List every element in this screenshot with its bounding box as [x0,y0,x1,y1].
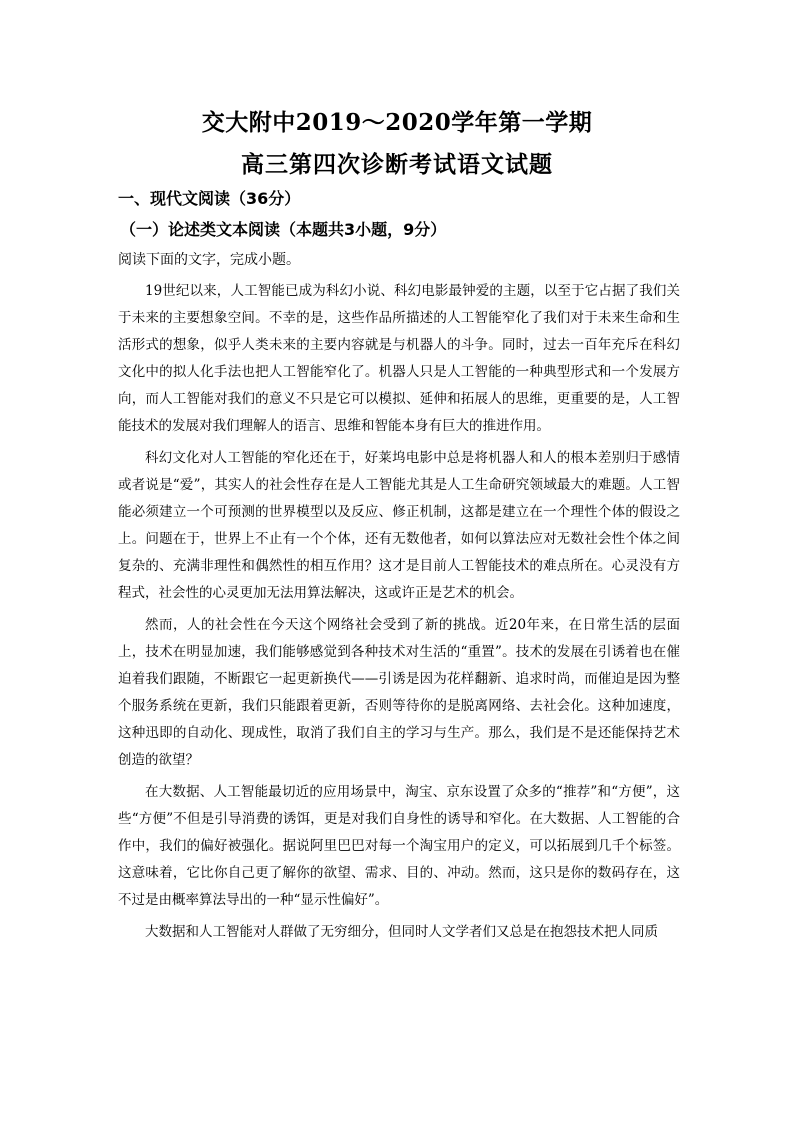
passage-paragraph: 在大数据、人工智能最切近的应用场景中，淘宝、京东设置了众多的“推荐”和“方便”，这些“方便”不但是引导消费的诱饵，更是对我们自身性的诱导和窄化。在大数据、人工智能的合作中，我们的偏好被强化。据说阿里巴巴对每一个淘宝用户的定义，可以拓展到几千个标签。这意味着，它比你自己更了解你的欲望、需求、目的、冲动。然而，这只是你的数码存在，这不过是由概率算法导出的一种“显示性偏好”。 [118,784,680,908]
passage-paragraph: 大数据和人工智能对人群做了无穷细分，但同时人文学者们又总是在抱怨技术把人同质 [145,924,658,940]
passage-paragraph: 然而，人的社会性在今天这个网络社会受到了新的挑战。近20年来，在日常生活的层面上，技术在明显加速，我们能够感觉到各种技术对生活的“重置”。技术的发展在引诱着也在催迫着我们跟随，不断跟它一起更新换代——引诱是因为花样翻新、追求时尚，而催迫是因为整个服务系统在更新，我们只能跟着更新，否则等待你的是脱离网络、去社会化。这种加速度，这种迅即的自动化、现成性，取消了我们自主的学习与生产。那么，我们是不是还能保持艺术创造的欲望？ [118,617,680,768]
exam-subtitle: 高三第四次诊断考试语文试题 [241,151,553,178]
exam-title: 交大附中2019～2020学年第一学期 [201,109,593,136]
section-heading: 一、现代文阅读（36分） [118,189,301,208]
subsection-heading: （一）论述类文本阅读（本题共3小题，9分） [120,220,447,239]
passage-paragraph: 19世纪以来，人工智能已成为科幻小说、科幻电影最钟爱的主题，以至于它占据了我们关于未来的主要想象空间。不幸的是，这些作品所描述的人工智能窄化了我们对于未来生命和生活形式的想象，似乎人类未来的主要内容就是与机器人的斗争。同时，过去一百年充斥在科幻文化中的拟人化手法也把人工智能窄化了。机器人只是人工智能的一种典型形式和一个发展方向，而人工智能对我们的意义不只是它可以模拟、延伸和拓展人的思维，更重要的是，人工智能技术的发展对我们理解人的语言、思维和智能本身有巨大的推进作用。 [118,283,680,434]
passage-paragraph: 科幻文化对人工智能的窄化还在于，好莱坞电影中总是将机器人和人的根本差别归于感情或者说是“爱”，其实人的社会性存在是人工智能尤其是人工生命研究领域最大的难题。人工智能必须建立一个可预测的世界模型以及反应、修正机制，这都是建立在一个理性个体的假设之上。问题在于，世界上不止有一个个体，还有无数他者，如何以算法应对无数社会性个体之间复杂的、充满非理性和偶然性的相互作用？这才是目前人工智能技术的难点所在。心灵没有方程式，社会性的心灵更加无法用算法解决，这或许正是艺术的机会。 [118,450,680,601]
passage-body [118,278,680,951]
reading-instruction: 阅读下面的文字，完成小题。 [118,252,300,268]
